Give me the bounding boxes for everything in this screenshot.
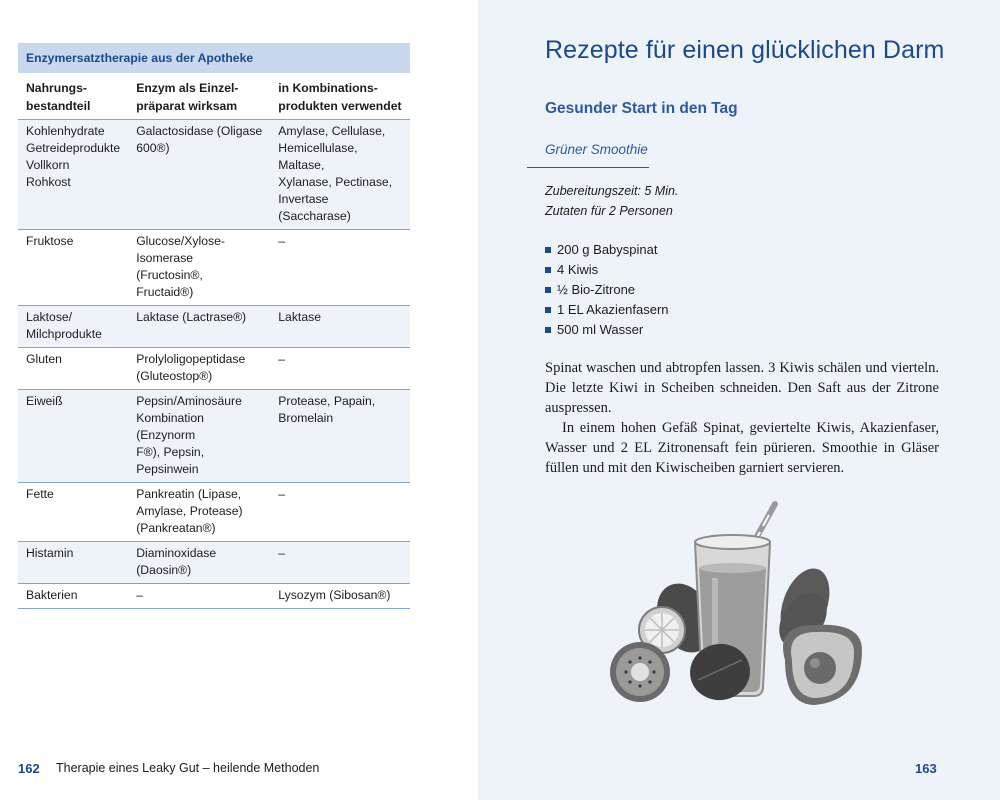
table-header-combination: in Kombinations- produkten verwendet [270,74,410,120]
table-cell: – [270,348,410,390]
recipe-instructions [545,358,939,478]
list-item: 200 g Babyspinat [545,240,669,260]
list-item: 4 Kiwis [545,260,669,280]
square-bullet-icon [545,267,551,273]
table-cell: Kohlenhydrate Getreideprodukte Vollkorn Rohkost [18,120,128,230]
table-cell: Diaminoxidase (Daosin®) [128,542,270,584]
list-item: 500 ml Wasser [545,320,669,340]
servings: Zutaten für 2 Personen [545,204,673,218]
table-row [18,483,410,542]
list-item: ½ Bio-Zitrone [545,280,669,300]
table-header-nutrient: Nahrungs- bestandteil [18,74,128,120]
table-cell: Fette [18,483,128,542]
table-cell: Eiweiß [18,390,128,483]
square-bullet-icon [545,247,551,253]
smoothie-illustration [600,500,910,720]
table-row [18,120,410,230]
recipe-name-rule [527,167,649,168]
instruction-paragraph: In einem hohen Gefäß Spinat, geviertelte Kiwis, Akazienfaser, Wasser und 2 EL Zitronensaft fein pürieren. Smoothie in Gläser füllen und mit den Kiwischeiben garniert servieren. [545,420,939,476]
prep-time: Zubereitungszeit: 5 Min. [545,184,679,198]
instruction-paragraph: Spinat waschen und abtropfen lassen. 3 Kiwis schälen und vierteln. Die letzte Kiwi in Scheiben schneiden. Den Saft aus der Zitrone auspressen. [545,360,939,416]
table-cell: – [128,584,270,609]
square-bullet-icon [545,327,551,333]
table-cell: Pepsin/Aminosäure Kombination (Enzynorm F®), Pepsin, Pepsinwein [128,390,270,483]
recipe-meta [545,181,678,221]
table-header-single-enzyme: Enzym als Einzel- präparat wirksam [128,74,270,120]
page-number-left: 162 [18,761,40,776]
table-cell: Laktose/ Milchprodukte [18,306,128,348]
table-cell: Prolyloligopeptidase (Gluteostop®) [128,348,270,390]
square-bullet-icon [545,287,551,293]
table-cell: Amylase, Cellulase, Hemicellulase, Maltase, Xylanase, Pectinase, Invertase (Saccharase) [270,120,410,230]
table-cell: Pankreatin (Lipase, Amylase, Protease) (Pankreatan®) [128,483,270,542]
list-item: 1 EL Akazienfasern [545,300,669,320]
table-cell: Laktase [270,306,410,348]
table-row [18,348,410,390]
table-cell: Lysozym (Sibosan®) [270,584,410,609]
table-cell: – [270,483,410,542]
table-cell: Histamin [18,542,128,584]
table-row [18,542,410,584]
square-bullet-icon [545,307,551,313]
running-footer-title: Therapie eines Leaky Gut – heilende Methoden [56,761,320,775]
page-number-right: 163 [915,761,937,776]
table-cell: Galactosidase (Oligase 600®) [128,120,270,230]
table-row [18,230,410,306]
table-cell: Glucose/Xylose- Isomerase (Fructosin®, Fructaid®) [128,230,270,306]
ingredient-list [545,240,669,340]
table-row [18,306,410,348]
table-cell: Fruktose [18,230,128,306]
table-caption: Enzymersatztherapie aus der Apotheke [18,43,410,74]
table-cell: Laktase (Lactrase®) [128,306,270,348]
table-cell: Gluten [18,348,128,390]
table-cell: – [270,230,410,306]
table-cell: Bakterien [18,584,128,609]
page-title: Rezepte für einen glücklichen Darm [545,36,945,64]
table-row [18,390,410,483]
enzyme-therapy-table [18,43,410,609]
left-page [0,0,478,800]
table-cell: Protease, Papain, Bromelain [270,390,410,483]
recipe-name: Grüner Smoothie [545,142,648,157]
table-cell: – [270,542,410,584]
table-row [18,584,410,609]
section-subtitle: Gesunder Start in den Tag [545,100,738,117]
